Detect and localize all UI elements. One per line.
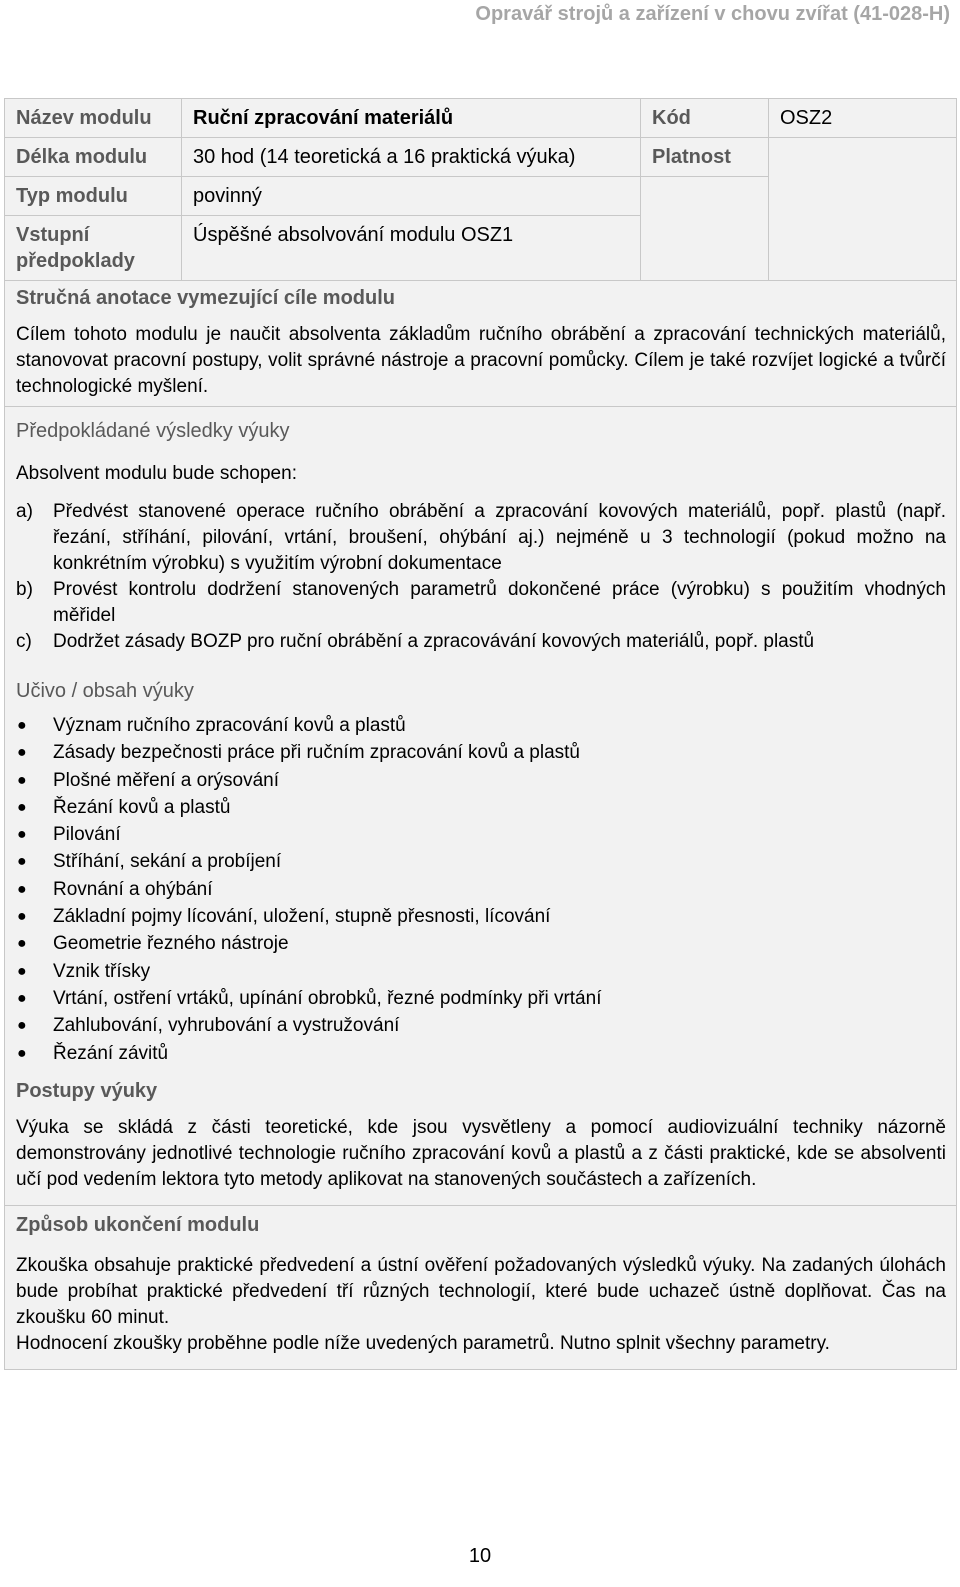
module-type-value: povinný	[182, 177, 641, 216]
curriculum-list	[16, 712, 946, 1067]
annotation-title: Stručná anotace vymezující cíle modulu	[16, 287, 396, 309]
outcomes-list	[16, 499, 946, 655]
bullet-icon: ●	[17, 1044, 27, 1062]
bullet-icon: ●	[17, 717, 27, 734]
list-item	[16, 958, 946, 985]
row-outcomes	[5, 407, 957, 1206]
outcomes-title: Předpokládané výsledky výuky	[16, 420, 290, 442]
list-item-text: Řezání závitů	[53, 1042, 169, 1064]
page-number: 10	[468, 1545, 492, 1567]
module-validity-label: Platnost	[641, 138, 769, 177]
row-annotation	[5, 281, 957, 407]
list-item-text: Stříhání, sekání a probíjení	[53, 851, 282, 873]
list-item	[16, 1040, 946, 1067]
list-item-text: Význam ručního zpracování kovů a plastů	[53, 715, 406, 736]
list-item-text: Dodržet zásady BOZP pro ruční obrábění a zpracovávání kovových materiálů, popř. plastů	[53, 631, 815, 652]
empty-cell	[641, 177, 769, 281]
list-item-text: Rovnání a ohýbání	[53, 878, 213, 900]
list-item	[16, 821, 946, 848]
list-item-text: Pilování	[53, 824, 121, 846]
list-item	[16, 930, 946, 957]
completion-title: Způsob ukončení modulu	[16, 1213, 260, 1236]
completion-evaluation-text: Hodnocení zkoušky proběhne podle níže uvedených parametrů. Nutno splnit všechny parametry.	[16, 1332, 830, 1354]
list-item	[16, 876, 946, 903]
bullet-icon: ●	[17, 826, 27, 844]
list-item-text: Vrtání, ostření vrtáků, upínání obrobků, řezné podmínky při vrtání	[53, 987, 602, 1009]
row-module-name	[5, 99, 957, 138]
list-item	[16, 499, 946, 577]
prerequisites-value: Úspěšné absolvování modulu OSZ1	[182, 216, 641, 281]
module-type-label: Typ modulu	[5, 177, 182, 216]
methods-title: Postupy výuky	[16, 1079, 158, 1102]
module-name-label: Název modulu	[5, 99, 182, 138]
list-marker: c)	[16, 631, 32, 652]
bullet-icon: ●	[17, 1017, 27, 1035]
list-item	[16, 739, 946, 766]
list-item	[16, 848, 946, 875]
list-item-text: Zásady bezpečnosti práce při ručním zpracování kovů a plastů	[53, 742, 580, 764]
row-module-length	[5, 138, 957, 177]
list-item	[16, 985, 946, 1012]
module-code-label: Kód	[641, 99, 769, 138]
list-item-text: Plošné měření a orýsování	[53, 769, 280, 791]
completion-text: Zkouška obsahuje praktické předvedení a ústní ověření požadovaných výsledků výuky. Na zadaných úlohách bude probíhat praktické předvedení tří různých technologií, které bude uchazeč ústně doplňovat. Čas na zkoušku 60 minut.	[16, 1254, 946, 1328]
list-item	[16, 577, 946, 629]
module-length-value: 30 hod (14 teoretická a 16 praktická výuka)	[182, 138, 641, 177]
list-item-text: Zahlubování, vyhrubování a vystružování	[53, 1015, 400, 1037]
list-item	[16, 767, 946, 794]
methods-text: Výuka se skládá z části teoretické, kde jsou vysvětleny a pomocí audiovizuální techniky názorně demonstrovány jednotlivé technologie ručního zpracování kovů a plastů a z části praktické, kde se absolventi učí pod vedením lektora tyto metody aplikovat na stanovených součástech a zařízeních.	[16, 1116, 946, 1190]
module-validity-value	[769, 138, 957, 281]
list-item	[16, 794, 946, 821]
outcomes-intro: Absolvent modulu bude schopen:	[16, 463, 297, 484]
list-item-text: Řezání kovů a plastů	[53, 796, 231, 818]
bullet-icon: ●	[17, 771, 27, 789]
list-item-text: Provést kontrolu dodržení stanovených parametrů dokončené práce (výrobku) s použitím vhodných měřidel	[53, 579, 946, 626]
list-marker: b)	[16, 579, 33, 600]
bullet-icon: ●	[17, 798, 27, 816]
list-item-text: Geometrie řezného nástroje	[53, 933, 289, 955]
prerequisites-label: Vstupní předpoklady	[5, 216, 182, 281]
annotation-text: Cílem tohoto modulu je naučit absolventa základům ručního obrábění a zpracování technických materiálů, stanovovat pracovní postupy, volit správné nástroje a pracovní pomůcky. Cílem je také rozvíjet logické a tvůrčí technologické myšlení.	[16, 324, 946, 397]
bullet-icon: ●	[17, 880, 27, 898]
list-item	[16, 712, 946, 739]
list-item-text: Základní pojmy lícování, uložení, stupně přesnosti, lícování	[53, 906, 551, 928]
module-code-value: OSZ2	[769, 99, 957, 138]
bullet-icon: ●	[17, 853, 27, 871]
module-name-value: Ruční zpracování materiálů	[182, 99, 641, 138]
module-table	[4, 98, 957, 1370]
list-item	[16, 629, 946, 655]
module-length-label: Délka modulu	[5, 138, 182, 177]
bullet-icon: ●	[17, 908, 27, 926]
list-marker: a)	[16, 501, 33, 522]
bullet-icon: ●	[17, 935, 27, 953]
list-item	[16, 903, 946, 930]
bullet-icon: ●	[17, 744, 27, 762]
curriculum-title: Učivo / obsah výuky	[16, 680, 194, 702]
bullet-icon: ●	[17, 989, 27, 1007]
bullet-icon: ●	[17, 962, 27, 980]
list-item-text: Vznik třísky	[53, 960, 151, 982]
list-item	[16, 1012, 946, 1039]
list-item-text: Předvést stanovené operace ručního obrábění a zpracování kovových materiálů, popř. plastů (např. řezání, stříhání, pilování, vrtání, broušení, ohýbání aj.) nejméně u 3 technologií (pokud možno na konkrétním výrobku) s využitím výrobní dokumentace	[53, 501, 946, 574]
row-completion	[5, 1205, 957, 1369]
document-header-title: Opravář strojů a zařízení v chovu zvířat (41-028-H)	[475, 3, 950, 25]
